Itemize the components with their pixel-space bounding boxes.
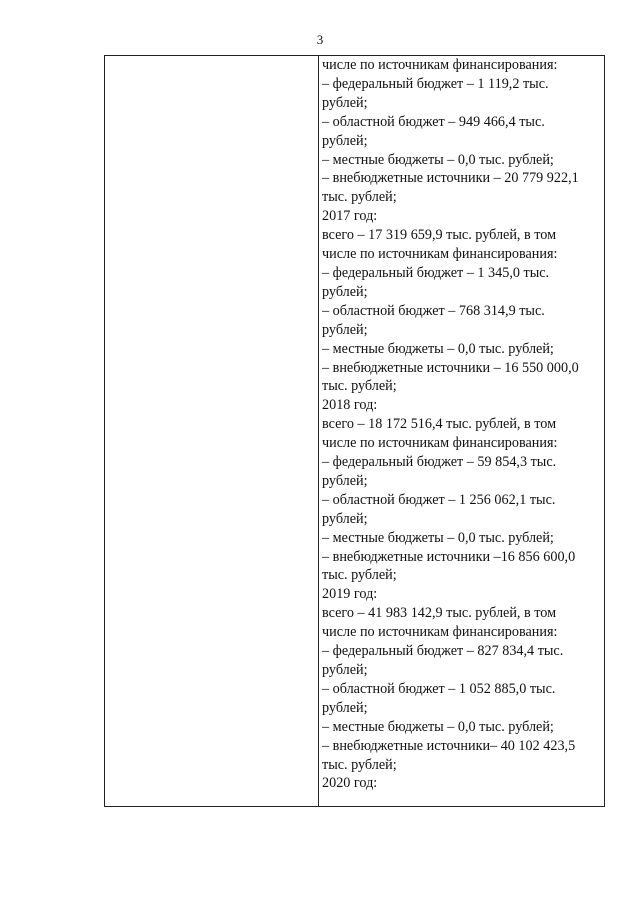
text-line: числе по источникам финансирования: (322, 624, 558, 641)
funding-table (104, 55, 605, 807)
text-line: рублей; (322, 510, 368, 527)
text-line: числе по источникам финансирования: (322, 435, 558, 452)
text-line: всего – 17 319 659,9 тыс. рублей, в том (322, 227, 557, 244)
text-line: – федеральный бюджет – 1 345,0 тыс. (322, 264, 550, 281)
table-left-cell (105, 56, 318, 806)
page-number: 3 (316, 32, 324, 47)
text-line: рублей; (322, 472, 368, 489)
text-line: рублей; (322, 283, 368, 300)
text-line: – областной бюджет – 949 466,4 тыс. (322, 113, 545, 130)
text-line: – внебюджетные источники– 40 102 423,5 (322, 737, 576, 754)
column-divider (318, 56, 319, 806)
text-line: всего – 41 983 142,9 тыс. рублей, в том (322, 605, 557, 622)
text-line: тыс. рублей; (322, 567, 397, 584)
text-line: – федеральный бюджет – 827 834,4 тыс. (322, 643, 564, 660)
text-line: всего – 18 172 516,4 тыс. рублей, в том (322, 416, 557, 433)
text-line: числе по источникам финансирования: (322, 246, 558, 263)
table-right-cell (322, 56, 602, 806)
text-line: – внебюджетные источники – 16 550 000,0 (322, 359, 579, 376)
text-line: – федеральный бюджет – 1 119,2 тыс. (322, 75, 549, 92)
text-line: рублей; (322, 662, 368, 678)
text-line: – областной бюджет – 1 052 885,0 тыс. (322, 680, 556, 697)
text-line: тыс. рублей; (322, 756, 397, 773)
text-line: – местные бюджеты – 0,0 тыс. рублей; (322, 529, 554, 546)
text-line: – областной бюджет – 1 256 062,1 тыс. (322, 491, 556, 508)
text-line: – федеральный бюджет – 59 854,3 тыс. (322, 454, 557, 471)
text-line: числе по источникам финансирования: (322, 57, 558, 73)
text-line: 2020 год: (322, 775, 378, 792)
text-line: – местные бюджеты – 0,0 тыс. рублей; (322, 340, 554, 357)
text-line: 2017 год: (322, 208, 378, 225)
text-line: – внебюджетные источники –16 856 600,0 (322, 548, 576, 565)
text-line: тыс. рублей; (322, 189, 397, 206)
text-line: рублей; (322, 321, 368, 338)
text-line: тыс. рублей; (322, 378, 397, 395)
text-line: – местные бюджеты – 0,0 тыс. рублей; (322, 718, 554, 735)
text-line: 2018 год: (322, 397, 378, 414)
text-line: рублей; (322, 132, 368, 149)
text-line: 2019 год: (322, 586, 378, 603)
text-line: – внебюджетные источники – 20 779 922,1 (322, 170, 579, 187)
text-line: – областной бюджет – 768 314,9 тыс. (322, 302, 545, 319)
text-line: рублей; (322, 699, 368, 716)
text-line: рублей; (322, 94, 368, 111)
text-line: – местные бюджеты – 0,0 тыс. рублей; (322, 151, 554, 168)
